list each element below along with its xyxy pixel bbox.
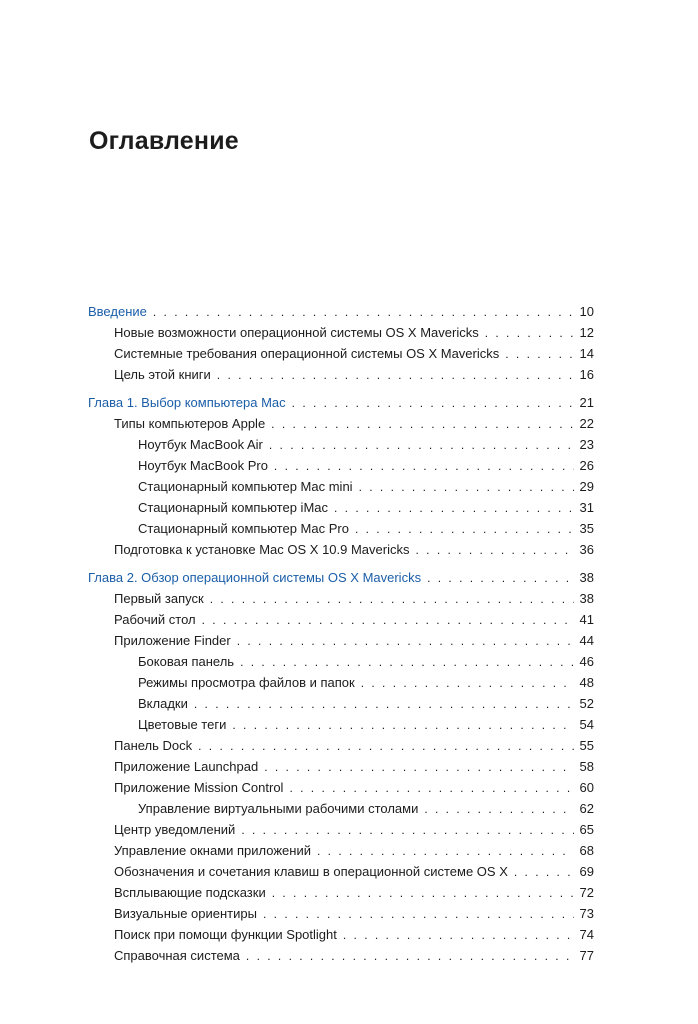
toc-entry bbox=[88, 882, 594, 903]
toc-entry-page-number: 68 bbox=[579, 843, 594, 858]
toc-entry bbox=[88, 518, 594, 539]
table-of-contents bbox=[88, 301, 594, 966]
toc-entry-title: Подготовка к установке Mac OS X 10.9 Mavericks bbox=[114, 542, 410, 557]
toc-entry bbox=[88, 364, 594, 385]
toc-entry bbox=[88, 413, 594, 434]
toc-entry bbox=[88, 539, 594, 560]
toc-entry bbox=[88, 630, 594, 651]
toc-entry-page-number: 77 bbox=[579, 948, 594, 963]
dot-leader bbox=[153, 302, 574, 323]
toc-entry bbox=[88, 798, 594, 819]
toc-entry bbox=[88, 497, 594, 518]
toc-entry-page-number: 44 bbox=[579, 633, 594, 648]
dot-leader bbox=[271, 414, 574, 435]
toc-entry bbox=[88, 777, 594, 798]
dot-leader bbox=[194, 694, 574, 715]
toc-entry bbox=[88, 588, 594, 609]
toc-entry-page-number: 21 bbox=[579, 395, 594, 410]
toc-entry bbox=[88, 903, 594, 924]
dot-leader bbox=[217, 365, 574, 386]
toc-entry-page-number: 10 bbox=[579, 304, 594, 319]
toc-entry bbox=[88, 322, 594, 343]
toc-entry-page-number: 60 bbox=[579, 780, 594, 795]
toc-entry-title: Поиск при помощи функции Spotlight bbox=[114, 927, 337, 942]
dot-leader bbox=[343, 925, 574, 946]
toc-entry-page-number: 26 bbox=[579, 458, 594, 473]
toc-entry-title: Обозначения и сочетания клавиш в операционной системе OS X bbox=[114, 864, 508, 879]
dot-leader bbox=[264, 757, 574, 778]
toc-entry-title: Цветовые теги bbox=[138, 717, 227, 732]
toc-entry bbox=[88, 476, 594, 497]
toc-entry-page-number: 74 bbox=[579, 927, 594, 942]
page-title: Оглавление bbox=[89, 127, 239, 155]
toc-entry-page-number: 48 bbox=[579, 675, 594, 690]
toc-entry-page-number: 73 bbox=[579, 906, 594, 921]
dot-leader bbox=[289, 778, 574, 799]
toc-entry-title: Центр уведомлений bbox=[114, 822, 236, 837]
toc-entry-title: Всплывающие подсказки bbox=[114, 885, 266, 900]
toc-entry bbox=[88, 693, 594, 714]
toc-entry-page-number: 35 bbox=[579, 521, 594, 536]
toc-entry-page-number: 22 bbox=[579, 416, 594, 431]
toc-entry-title: Визуальные ориентиры bbox=[114, 906, 257, 921]
toc-entry bbox=[88, 861, 594, 882]
toc-entry-title: Новые возможности операционной системы OS X Mavericks bbox=[114, 325, 479, 340]
toc-entry bbox=[88, 343, 594, 364]
toc-entry-title: Вкладки bbox=[138, 696, 188, 711]
toc-entry bbox=[88, 735, 594, 756]
toc-entry bbox=[88, 756, 594, 777]
toc-entry-page-number: 16 bbox=[579, 367, 594, 382]
dot-leader bbox=[237, 631, 574, 652]
dot-leader bbox=[202, 610, 574, 631]
toc-entry-page-number: 29 bbox=[579, 479, 594, 494]
toc-entry-page-number: 14 bbox=[579, 346, 594, 361]
dot-leader bbox=[427, 568, 574, 589]
toc-entry-title: Стационарный компьютер iMac bbox=[138, 500, 329, 515]
toc-entry-page-number: 52 bbox=[579, 696, 594, 711]
dot-leader bbox=[210, 589, 574, 610]
dot-leader bbox=[240, 652, 574, 673]
toc-entry-page-number: 55 bbox=[579, 738, 594, 753]
toc-entry-title: Рабочий стол bbox=[114, 612, 196, 627]
dot-leader bbox=[361, 673, 574, 694]
toc-entry bbox=[88, 609, 594, 630]
toc-entry bbox=[88, 434, 594, 455]
toc-entry-title: Стационарный компьютер Mac Pro bbox=[138, 521, 349, 536]
toc-entry-page-number: 69 bbox=[579, 864, 594, 879]
toc-entry-title: Ноутбук MacBook Air bbox=[138, 437, 263, 452]
toc-entry bbox=[88, 455, 594, 476]
toc-entry-title: Ноутбук MacBook Pro bbox=[138, 458, 268, 473]
dot-leader bbox=[263, 904, 574, 925]
dot-leader bbox=[198, 736, 574, 757]
toc-entry-title: Справочная система bbox=[114, 948, 240, 963]
toc-entry bbox=[88, 924, 594, 945]
dot-leader bbox=[415, 540, 574, 561]
dot-leader bbox=[355, 519, 574, 540]
toc-entry-page-number: 72 bbox=[579, 885, 594, 900]
toc-chapter-entry[interactable] bbox=[88, 301, 594, 322]
dot-leader bbox=[292, 393, 574, 414]
dot-leader bbox=[269, 435, 574, 456]
dot-leader bbox=[505, 344, 574, 365]
dot-leader bbox=[232, 715, 574, 736]
toc-entry-title: Панель Dock bbox=[114, 738, 193, 753]
dot-leader bbox=[424, 799, 574, 820]
toc-entry-title: Режимы просмотра файлов и папок bbox=[138, 675, 355, 690]
toc-entry bbox=[88, 840, 594, 861]
toc-entry-page-number: 36 bbox=[579, 542, 594, 557]
toc-entry bbox=[88, 651, 594, 672]
toc-entry-title: Стационарный компьютер Mac mini bbox=[138, 479, 353, 494]
dot-leader bbox=[241, 820, 574, 841]
toc-entry bbox=[88, 945, 594, 966]
toc-entry bbox=[88, 672, 594, 693]
dot-leader bbox=[514, 862, 574, 883]
toc-entry-title: Введение bbox=[88, 304, 147, 319]
toc-entry-title: Боковая панель bbox=[138, 654, 235, 669]
dot-leader bbox=[359, 477, 574, 498]
toc-entry bbox=[88, 819, 594, 840]
toc-entry-page-number: 12 bbox=[579, 325, 594, 340]
toc-entry-page-number: 62 bbox=[579, 801, 594, 816]
toc-entry-page-number: 41 bbox=[579, 612, 594, 627]
toc-entry-page-number: 31 bbox=[579, 500, 594, 515]
toc-entry-title: Приложение Launchpad bbox=[114, 759, 259, 774]
dot-leader bbox=[485, 323, 574, 344]
dot-leader bbox=[334, 498, 574, 519]
toc-entry-title: Глава 2. Обзор операционной системы OS X Mavericks bbox=[88, 570, 422, 585]
toc-entry bbox=[88, 714, 594, 735]
toc-entry-page-number: 58 bbox=[579, 759, 594, 774]
dot-leader bbox=[246, 946, 574, 967]
toc-entry-title: Управление виртуальными рабочими столами bbox=[138, 801, 419, 816]
toc-chapter-entry[interactable] bbox=[88, 567, 594, 588]
toc-entry-page-number: 38 bbox=[579, 591, 594, 606]
toc-entry-title: Системные требования операционной системы OS X Mavericks bbox=[114, 346, 500, 361]
toc-entry-title: Управление окнами приложений bbox=[114, 843, 311, 858]
toc-entry-title: Приложение Finder bbox=[114, 633, 231, 648]
dot-leader bbox=[317, 841, 574, 862]
toc-entry-page-number: 23 bbox=[579, 437, 594, 452]
toc-entry-title: Цель этой книги bbox=[114, 367, 211, 382]
toc-chapter-entry[interactable] bbox=[88, 392, 594, 413]
toc-entry-page-number: 65 bbox=[579, 822, 594, 837]
toc-entry-page-number: 46 bbox=[579, 654, 594, 669]
toc-entry-title: Глава 1. Выбор компьютера Mac bbox=[88, 395, 286, 410]
toc-entry-title: Первый запуск bbox=[114, 591, 204, 606]
toc-entry-page-number: 38 bbox=[579, 570, 594, 585]
toc-entry-title: Типы компьютеров Apple bbox=[114, 416, 266, 431]
toc-entry-title: Приложение Mission Control bbox=[114, 780, 284, 795]
dot-leader bbox=[274, 456, 574, 477]
toc-entry-page-number: 54 bbox=[579, 717, 594, 732]
dot-leader bbox=[272, 883, 574, 904]
